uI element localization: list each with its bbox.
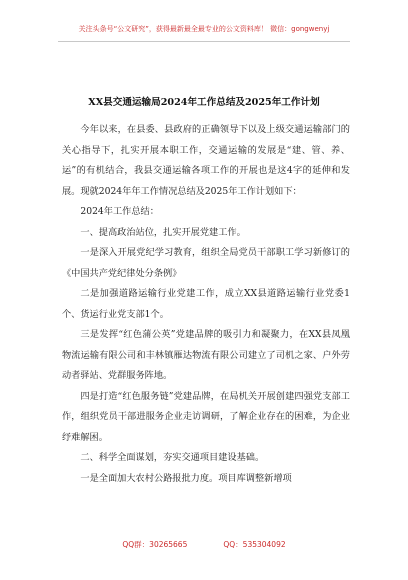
document-title: XX县交通运输局2024年工作总结及2025年工作计划 [88, 97, 320, 108]
section-heading-project-planning: 二、科学全面谋划，夯实交通项目建设基础。 [80, 452, 265, 463]
paragraph-item-2: 二是加强道路运输行业党建工作，成立XX县道路运输行业党委1个、货运行业党支部1个。 [62, 288, 350, 320]
section-label-2024-summary: 2024年工作总结： [80, 206, 159, 217]
paragraph-item-3: 三是发挥“红色蒲公英”党建品牌的吸引力和凝聚力，在XX县凤凰物流运输有限公司和丰林镇雁达物流有限公司建立了司机之家、户外劳动者驿站、党群服务阵地。 [62, 329, 350, 381]
section-heading-party-building: 一、提高政治站位，扎实开展党建工作。 [80, 226, 246, 238]
header-divider [58, 41, 350, 42]
paragraph-item-1: 一是深入开展党纪学习教育，组织全局党员干部职工学习新修订的《中国共产党纪律处分条例》 [62, 247, 350, 279]
footer-contact [0, 539, 408, 550]
footer-qq-number: QQ：535304092 [223, 540, 286, 549]
paragraph-item-5: 一是全面加大农村公路报批力度。项目库调整新增项 [80, 472, 292, 484]
document-body [62, 120, 350, 489]
footer-qq-group: QQ群：30265665 [122, 540, 188, 549]
header-promo-text: 关注头条号“公文研究”，获得最新最全最专业的公文资料库！ 微信：gongwenyj [78, 25, 330, 33]
paragraph-item-4: 四是打造“红色服务链”党建品牌，在局机关开展创建四强党支部工作，组织党员干部进服务企业走访调研，了解企业存在的困难，为企业纾难解困。 [62, 390, 350, 443]
intro-paragraph: 今年以来，在县委、县政府的正确领导下以及上级交通运输部门的关心指导下，扎实开展本职工作，交通运输的发展是“建、管、养、运”的有机结合，我县交通运输各项工作的开展也是这4字的延伸和发展。现就2024年年工作情况总结及2025年工作计划如下： [62, 124, 350, 197]
